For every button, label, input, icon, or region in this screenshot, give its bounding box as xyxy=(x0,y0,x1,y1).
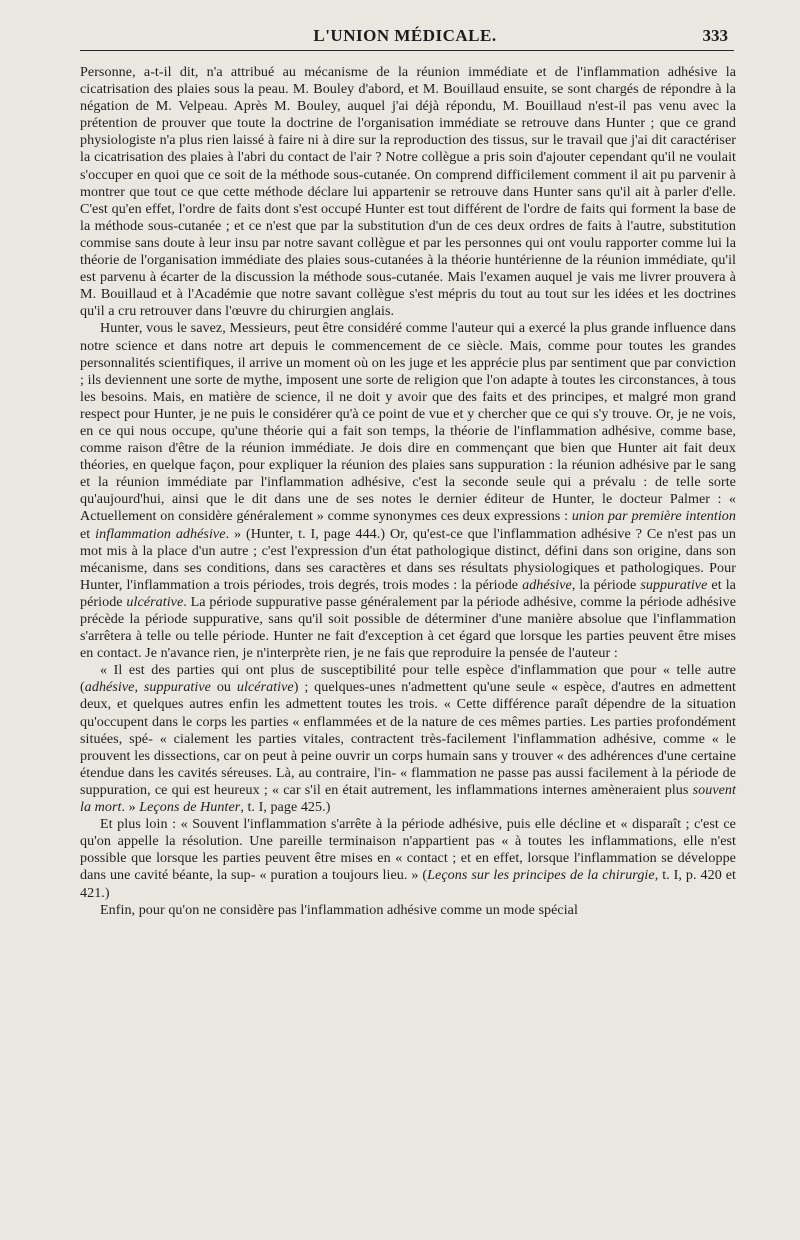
quotation-text: ) ; quelques-unes n'admettent qu'une seule « espèce, d'autres en admettent deux, et quelques autres enfin les admettent toutes les trois. « Cette différence paraît dépendre de la situation qu'occupent dans le corps les parties « enflammées et de la nature de ces mêmes parties. Les parties profondément situées, spé- « cialement les parties vitales, contractent très-facilement l'inflammation adhésive, comme « le prouvent les dissections, car on peut à peine ouvrir un corps humain sans y trouver « des adhérences d'une certaine étendue dans les cavités séreuses. Là, au contraire, l'in- « flammation ne passe pas aussi facilement à la période de suppuration, ce qui est heureux ; « car s'il en était autrement, les inflammations internes amèneraient plus xyxy=(80,679,737,798)
paragraph xyxy=(80,816,736,901)
paragraph xyxy=(80,902,736,919)
emphasis: inflammation adhésive xyxy=(95,525,226,542)
paragraph xyxy=(80,64,736,320)
emphasis: adhésive, suppurative xyxy=(84,679,211,696)
quotation-text: . » xyxy=(121,799,140,816)
emphasis: suppurative xyxy=(640,576,708,593)
paragraph-text: . » (Hunter, t. I, page 444.) Or, qu'est-ce que l'inflammation adhésive ? Ce n'est pas un mot mis à la place d'un autre ; c'est l'expression d'un état pathologique distinct, défini dans son origine, dans son mécanisme, dans ses conditions, dans ses caractères et dans ses résultats physiologiques et pathologiques. Pour Hunter, l'inflammation a trois périodes, trois degrés, trois modes : la période xyxy=(80,525,736,593)
paragraph-text: Hunter, vous le savez, Messieurs, peut être considéré comme l'auteur qui a exercé la plus grande influence dans notre science et dans notre art depuis le commencement de ce siècle. Mais, comme pour toutes les grandes personnalités scientifiques, il arrive un moment où on les juge et les apprécie plus par sentiment que par conviction ; ils deviennent une sorte de mythe, imposent une sorte de religion que l'on adapte à toutes les circonstances, à tous les besoins. Mais, en matière de science, il ne doit y avoir que des faits et des principes, et malgré mon grand respect pour Hunter, je ne puis le considérer qu'à ce point de vue et y chercher que ce qui s'y trouve. Or, je ne vois, en ce qui nous occupe, qu'une théorie qui a fait son temps, la théorie de l'inflammation adhésive, comme base, comme raison d'être de la réunion immédiate. Je dois dire en commençant que bien que Hunter ait fait deux théories, en quelque façon, pour expliquer la réunion des plaies sans suppuration : la réunion adhésive par le sang et la réunion immédiate par l'inflammation adhésive, c'est la seconde seule qui a prévalu : de telle sorte qu'aujourd'hui, ainsi que le dit dans une de ses notes le dernier éditeur de Hunter, le docteur Palmer : « Actuellement on considère généralement » comme synonymes ces deux expressions : xyxy=(80,320,736,525)
paragraph-text: , t. I, p. 420 et 421.) xyxy=(80,867,736,901)
emphasis: souvent la mort xyxy=(80,781,736,816)
quotation-block xyxy=(80,662,736,816)
paragraph xyxy=(80,320,736,662)
emphasis: ulcérative xyxy=(126,593,184,610)
emphasis: adhésive xyxy=(522,576,572,593)
emphasis: ulcérative xyxy=(236,679,294,696)
quotation-text: « Il est des parties qui ont plus de susceptibilité pour telle espèce d'inflammation que pour « telle autre ( xyxy=(80,662,736,696)
article-body xyxy=(80,64,736,919)
paragraph-text: , la période xyxy=(571,576,641,593)
paragraph-text: et la période xyxy=(80,576,736,610)
paragraph-text: Et plus loin : « Souvent l'inflammation s'arrête à la période adhésive, puis elle décline et « disparaît ; c'est ce qu'on appelle la résolution. Une pareille terminaison n'appartient pas « à toutes les inflammations, elle n'est possible que lorsque les parties peuvent être mises en « contact ; et en effet, lorsque l'inflammation se développe dans une cavité béante, la sup- « puration a toujours lieu. » ( xyxy=(80,816,736,884)
citation-title: Leçons sur les principes de la chirurgie xyxy=(427,867,655,884)
paragraph-text: Enfin, pour qu'on ne considère pas l'inflammation adhésive comme un mode spécial xyxy=(100,901,578,918)
paragraph-text: et xyxy=(80,525,96,542)
paragraph-text: . La période suppurative passe généralement par la période adhésive, comme la période adhésive précède la période suppurative, sans qu'il soit possible de déterminer d'une manière absolue que l'inflammation s'arrêtera à telle ou telle période. Hunter ne fait d'exception à cet égard que lorsque les parties peuvent être mises en contact. Je n'avance rien, je n'interprète rien, je ne fais que reproduire la pensée de l'auteur : xyxy=(80,593,737,662)
citation-title: Leçons de Hunter xyxy=(139,799,241,816)
quotation-text: ou xyxy=(210,679,237,696)
paragraph-text: Personne, a-t-il dit, n'a attribué au mécanisme de la réunion immédiate et de l'inflammation adhésive la cicatrisation des plaies sous la peau. M. Bouley d'abord, et M. Bouillaud ensuite, se sont chargés de répondre à la négation de M. Velpeau. Après M. Bouley, auquel j'ai déjà répondu, M. Bouillaud n'est-il pas venu avec la prétention de prouver que toute la doctrine de l'organisation immédiate se retrouve dans Hunter ; que ce grand physiologiste n'a plus rien laissé à faire ni à dire sur la reproduction des tissus, sur le travail que j'ai dit caractériser la cicatrisation des plaies à l'abri du contact de l'air ? Notre collègue a pris soin d'ajouter cependant qu'il ne voulait s'occuper en quoi que ce soit de la méthode sous-cutanée. On comprend difficilement comment il ait pu parvenir à montrer que tout ce que cette méthode déclare lui appartenir se retrouve dans Hunter sans qu'il ait à parler d'elle. C'est qu'en effet, l'ordre de faits dont s'est occupé Hunter est tout différent de l'ordre de faits qui forment la base de la méthode sous-cutanée ; et ce n'est que par la substitution d'un de ces deux ordres de faits à l'autre, substitution commise sans doute à leur insu par notre savant collègue et par les personnes qui ont voulu rapporter comme lui la théorie de l'organisation immédiate des plaies sous-cutanées à la théorie huntérienne de la réunion immédiate, qu'il est parvenu à écarter de la discussion la méthode sous-cutanée. Mais l'examen auquel je vais me livrer prouvera à M. Bouillaud et à l'Académie que notre savant collègue s'est mépris du tout au tout sur les idées et les doctrines qu'il a cru retrouver dans l'œuvre du chirurgien anglais. xyxy=(80,64,736,320)
header-rule xyxy=(80,50,734,51)
page-number: 333 xyxy=(702,26,728,45)
quotation-text: , t. I, page 425.) xyxy=(240,799,331,816)
running-title: L'UNION MÉDICALE. xyxy=(313,26,497,45)
emphasis: union par première intention xyxy=(571,508,736,525)
